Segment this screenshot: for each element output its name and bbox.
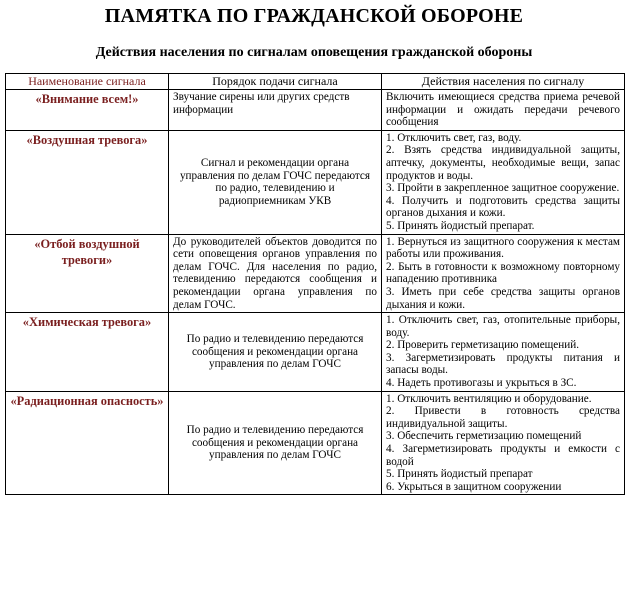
- action-item: Включить имеющиеся средства приема речевой информации и ожидать передачи речевого сообщения: [386, 91, 620, 129]
- signal-order: Сигнал и рекомендации органа управления по делам ГОЧС передаются по радио, телевидению и радиоприемникам УКВ: [169, 130, 382, 234]
- action-item: 3. Иметь при себе средства защиты органов дыхания и кожи.: [386, 285, 620, 311]
- action-item: 2. Быть в готовности к возможному повторному нападению противника: [386, 260, 620, 286]
- action-item: 1. Отключить свет, газ, отопительные приборы, воду.: [386, 314, 620, 339]
- signal-name: «Отбой воздушной тревоги»: [6, 234, 169, 313]
- action-item: 2. Взять средства индивидуальной защиты, аптечку, документы, необходимые вещи, запас продуктов и воды.: [386, 144, 620, 182]
- table-row: [6, 130, 625, 234]
- signal-name: «Химическая тревога»: [6, 313, 169, 392]
- action-item: 1. Вернуться из защитного сооружения к местам работы или проживания.: [386, 235, 620, 261]
- action-item: 4. Получить и подготовить средства защиты органов дыхания и кожи.: [386, 194, 620, 220]
- table-row: [6, 313, 625, 392]
- header-population-actions: Действия населения по сигналу: [382, 74, 625, 90]
- signal-actions: [382, 313, 625, 392]
- action-item: 4. Загерметизировать продукты и емкости с водой: [386, 443, 620, 468]
- signal-name: «Внимание всем!»: [6, 90, 169, 131]
- action-item: 5. Принять йодистый препарат: [386, 468, 533, 481]
- signal-name: «Радиационная опасность»: [6, 391, 169, 495]
- action-item: 1. Отключить свет, газ, воду.: [386, 131, 522, 144]
- action-item: 2. Проверить герметизацию помещений.: [386, 339, 580, 352]
- signal-name: «Воздушная тревога»: [6, 130, 169, 234]
- action-item: 1. Отключить вентиляцию и оборудование.: [386, 392, 592, 405]
- signal-order: По радио и телевидению передаются сообщения и рекомендации органа управления по делам ГОЧС: [169, 313, 382, 392]
- signal-order: До руководителей объектов доводится по сети оповещения органов управления по делам ГОЧС. Для населения по радио, телевидению передаются сообщения и рекомендации органа управления по делам ГОЧС.: [169, 234, 382, 313]
- header-signal-order: Порядок подачи сигнала: [169, 74, 382, 90]
- signal-order: По радио и телевидению передаются сообщения и рекомендации органа управления по делам ГОЧС: [169, 391, 382, 495]
- signal-actions: [382, 130, 625, 234]
- signals-table: [5, 73, 625, 495]
- action-item: 2. Привести в готовность средства индивидуальной защиты.: [386, 405, 620, 430]
- table-row: [6, 90, 625, 131]
- signal-actions: [382, 234, 625, 313]
- action-item: 3. Пройти в закрепленное защитное сооружение.: [386, 182, 620, 195]
- action-item: 6. Укрыться в защитном сооружении: [386, 480, 562, 493]
- page-subtitle: Действия населения по сигналам оповещения гражданской обороны: [95, 45, 533, 60]
- page-title: ПАМЯТКА ПО ГРАЖДАНСКОЙ ОБОРОНЕ: [104, 5, 524, 27]
- action-item: 3. Обеспечить герметизацию помещений: [386, 430, 582, 443]
- table-row: [6, 234, 625, 313]
- action-item: 3. Загерметизировать продукты питания и запасы воды.: [386, 351, 620, 377]
- header-signal-name: Наименование сигнала: [6, 74, 169, 90]
- table-row: [6, 391, 625, 495]
- signal-actions: [382, 90, 625, 131]
- signal-actions: [382, 391, 625, 495]
- action-item: 5. Принять йодистый препарат.: [386, 219, 535, 232]
- action-item: 4. Надеть противогазы и укрыться в ЗС.: [386, 377, 577, 390]
- table-header-row: [6, 74, 625, 90]
- signal-order: Звучание сирены или других средств информации: [169, 90, 382, 131]
